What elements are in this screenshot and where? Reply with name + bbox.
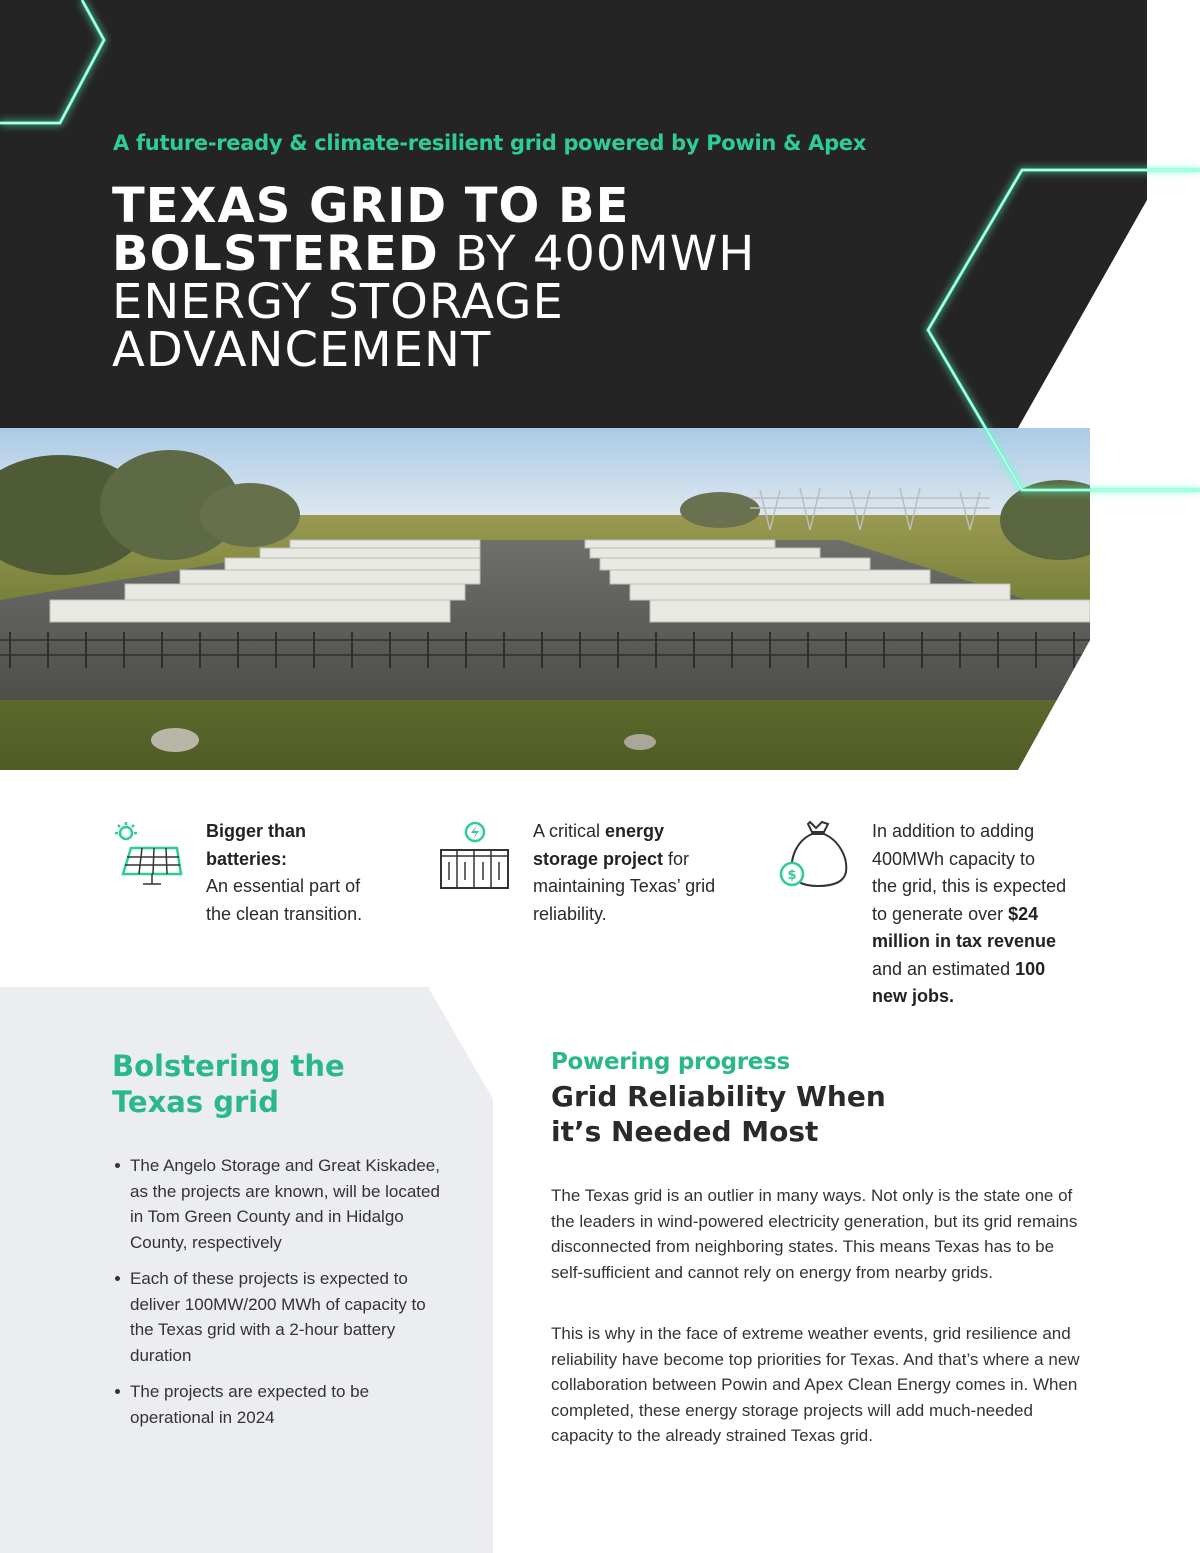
feature-1-text-1: An essential part of	[206, 876, 361, 896]
solar-panel-icon	[113, 822, 185, 892]
title-line-1: TEXAS GRID TO BE	[112, 178, 630, 234]
section-heading-line-2: Texas grid	[112, 1085, 279, 1119]
feature-3-bold-2: million in tax revenue	[872, 931, 1057, 951]
bullet-list	[112, 1153, 442, 1441]
section-heading-line-1: Bolstering the	[112, 1049, 345, 1083]
list-item: The projects are expected to be operational in 2024	[112, 1379, 442, 1430]
feature-2-text-1: A critical	[533, 821, 606, 841]
feature-3-bold-1: $24	[1008, 903, 1039, 924]
feature-1-text-2: the clean transition.	[206, 903, 363, 924]
feature-2-text-4: reliability.	[533, 903, 607, 924]
feature-2-bold-1: energy	[605, 821, 665, 841]
title-line-4: ADVANCEMENT	[112, 322, 492, 378]
svg-text:$: $	[787, 868, 797, 883]
feature-bigger-than-batteries	[206, 818, 406, 928]
headline-line-1: Grid Reliability When	[551, 1080, 886, 1113]
feature-1-bold-2: batteries:	[206, 848, 288, 869]
battery-bolt-icon	[439, 820, 511, 892]
money-bag-icon	[778, 818, 854, 894]
title-line-2-bold: BOLSTERED	[112, 226, 439, 282]
feature-tax-revenue	[872, 818, 1102, 1011]
feature-3-bold-3: 100	[1015, 958, 1046, 979]
hero-title	[112, 178, 932, 378]
body-paragraph-1: The Texas grid is an outlier in many ways. Not only is the state one of the leaders in wind-powered electricity generation, but its grid remains disconnected from neighboring states. This means Texas has to be self-sufficient and cannot rely on energy from nearby grids.	[551, 1186, 1078, 1282]
body-paragraph-2: This is why in the face of extreme weather events, grid resilience and reliability have become top priorities for Texas. And that’s where a new collaboration between Powin and Apex Clean Energy comes in. When completed, these energy storage projects will add much-needed capacity to the already strained Texas grid.	[551, 1324, 1080, 1445]
feature-2-bold-2: storage project	[533, 848, 664, 869]
section-kicker: Powering progress	[551, 1049, 790, 1075]
feature-3-bold-4: new jobs.	[872, 986, 955, 1006]
title-line-2-light: BY 400MWH	[438, 226, 756, 282]
feature-2-text-2: for	[663, 848, 690, 869]
feature-3-text-4: to generate over	[872, 903, 1009, 924]
section-headline	[551, 1079, 951, 1149]
feature-3-text-3: the grid, this is expected	[872, 876, 1067, 896]
feature-1-bold-1: Bigger than	[206, 821, 307, 841]
feature-3-text-1: In addition to adding	[872, 821, 1035, 841]
feature-energy-storage	[533, 818, 753, 928]
hero-tagline: A future-ready & climate-resilient grid powered by Powin & Apex	[113, 131, 866, 155]
feature-3-text-5: and an estimated	[872, 958, 1016, 979]
section-heading-bolstering	[112, 1048, 412, 1120]
feature-2-text-3: maintaining Texas’ grid	[533, 876, 716, 896]
list-item: The Angelo Storage and Great Kiskadee, as the projects are known, will be located in Tom Green County and in Hidalgo County, respectively	[112, 1153, 442, 1255]
hero-section	[0, 0, 1200, 770]
hero-graphic	[0, 0, 1200, 770]
title-line-3: ENERGY STORAGE	[112, 274, 564, 330]
headline-line-2: it’s Needed Most	[551, 1115, 819, 1148]
feature-3-text-2: 400MWh capacity to	[872, 848, 1036, 869]
list-item: Each of these projects is expected to deliver 100MW/200 MWh of capacity to the Texas grid with a 2-hour battery duration	[112, 1266, 442, 1368]
